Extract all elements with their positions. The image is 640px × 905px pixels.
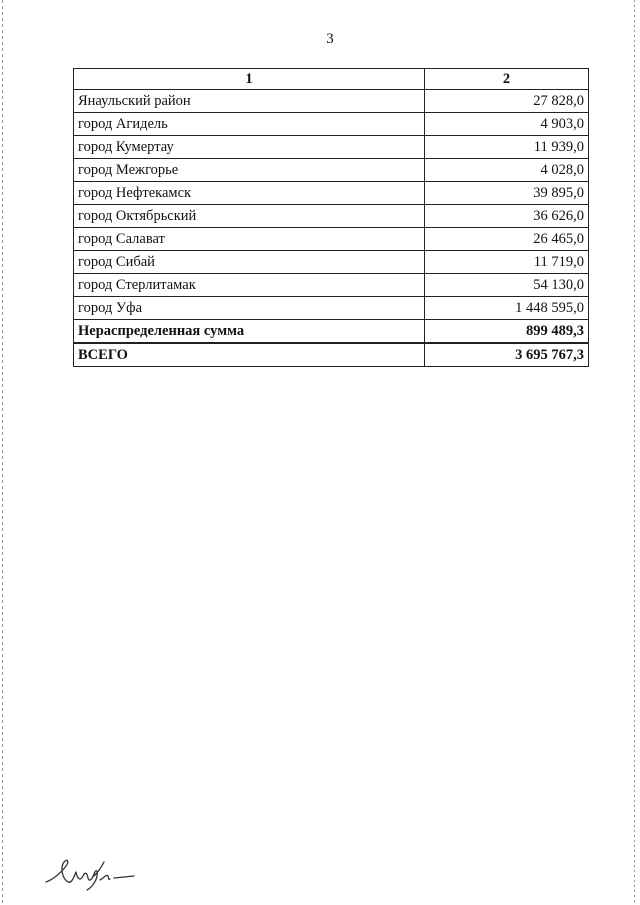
table-row (74, 159, 589, 182)
row-name: город Агидель (74, 113, 425, 136)
row-value: 39 895,0 (425, 182, 589, 205)
row-name: город Салават (74, 228, 425, 251)
row-value: 54 130,0 (425, 274, 589, 297)
row-name: город Нефтекамск (74, 182, 425, 205)
row-value: 36 626,0 (425, 205, 589, 228)
table-row (74, 182, 589, 205)
column-header-2: 2 (425, 69, 589, 90)
table-row (74, 228, 589, 251)
total-label: ВСЕГО (74, 343, 425, 367)
row-value: 11 719,0 (425, 251, 589, 274)
table-row (74, 274, 589, 297)
row-value: 11 939,0 (425, 136, 589, 159)
column-header-1: 1 (74, 69, 425, 90)
distribution-table (73, 68, 589, 367)
table-row (74, 136, 589, 159)
table-row (74, 205, 589, 228)
row-name: город Кумертау (74, 136, 425, 159)
row-name: город Сибай (74, 251, 425, 274)
row-value: 26 465,0 (425, 228, 589, 251)
unallocated-row (74, 320, 589, 344)
total-value: 3 695 767,3 (425, 343, 589, 367)
row-name: город Октябрьский (74, 205, 425, 228)
scan-edge-left (2, 0, 3, 905)
handwritten-signature (42, 852, 142, 892)
unallocated-label: Нераспределенная сумма (74, 320, 425, 344)
unallocated-value: 899 489,3 (425, 320, 589, 344)
table-row (74, 113, 589, 136)
table-row (74, 297, 589, 320)
row-name: город Межгорье (74, 159, 425, 182)
table-row (74, 251, 589, 274)
row-name: город Стерлитамак (74, 274, 425, 297)
row-value: 4 903,0 (425, 113, 589, 136)
row-value: 27 828,0 (425, 90, 589, 113)
table-row (74, 90, 589, 113)
page-number: 3 (326, 31, 334, 47)
row-name: Янаульский район (74, 90, 425, 113)
total-row (74, 343, 589, 367)
row-value: 1 448 595,0 (425, 297, 589, 320)
row-name: город Уфа (74, 297, 425, 320)
table-header-row (74, 69, 589, 90)
scan-edge-right (634, 0, 635, 905)
row-value: 4 028,0 (425, 159, 589, 182)
